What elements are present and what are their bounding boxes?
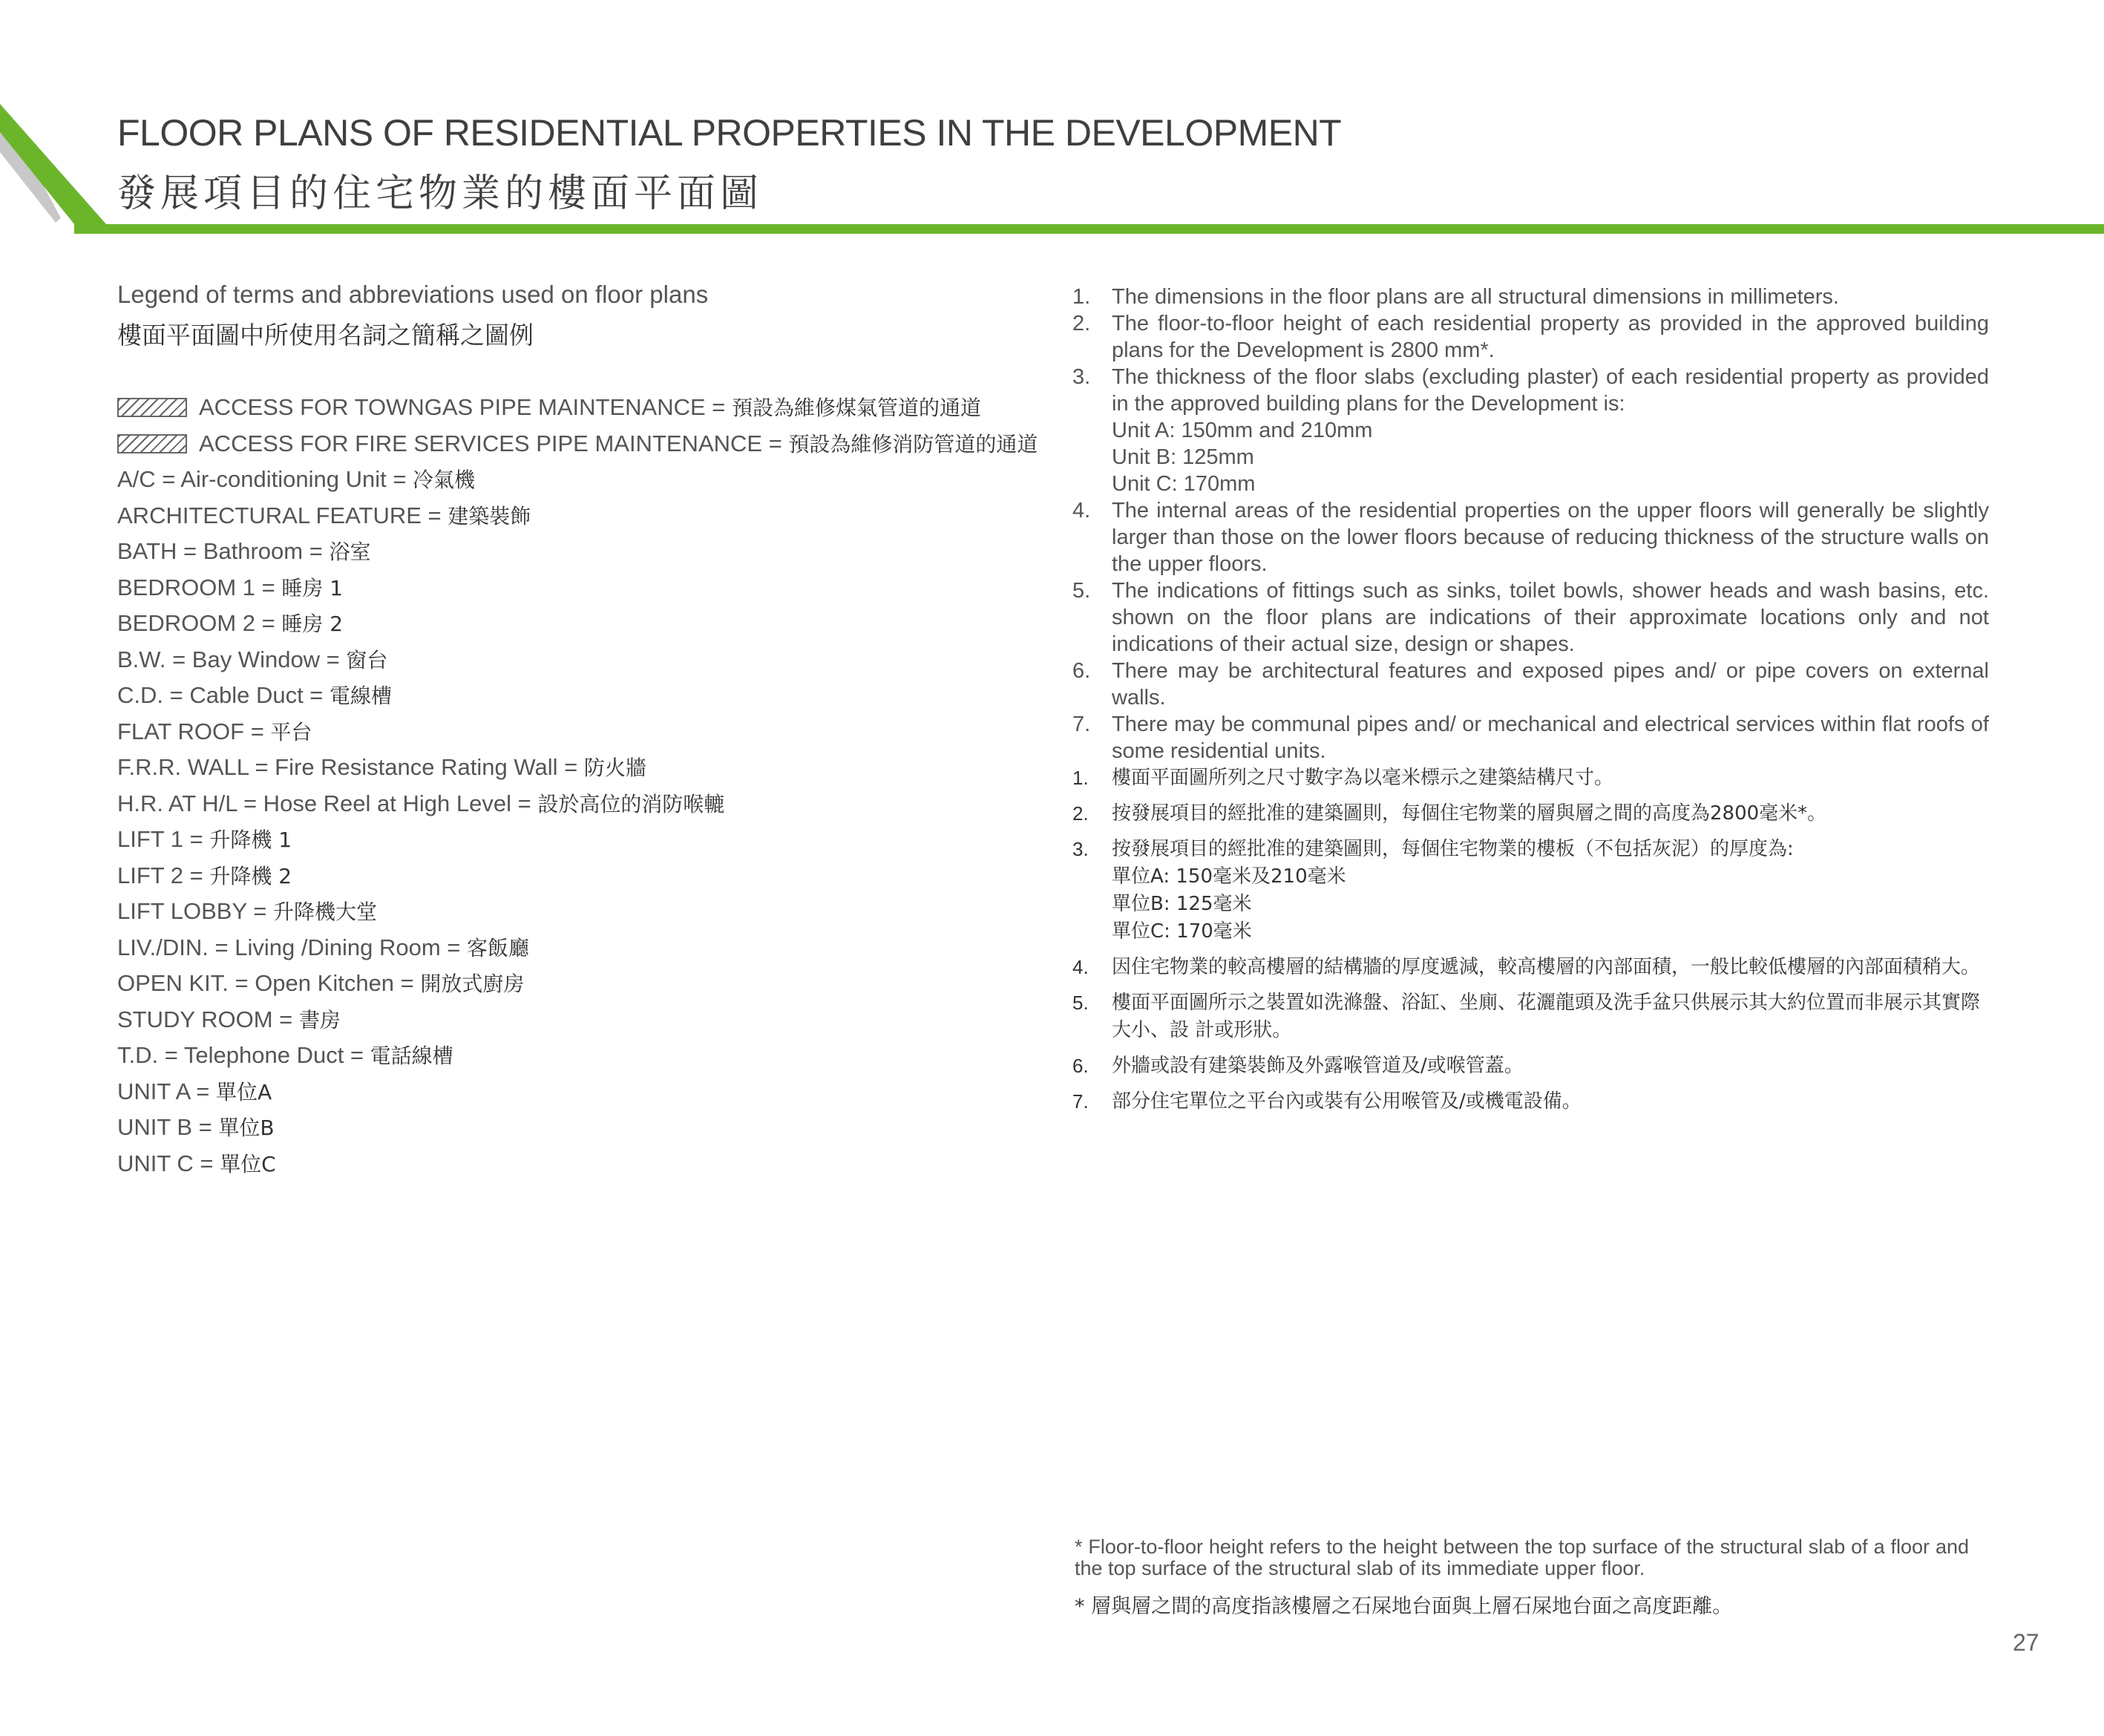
legend-item: UNIT A = 單位A bbox=[117, 1078, 272, 1104]
page-number: 27 bbox=[2013, 1629, 2039, 1656]
note-zh: 5. 樓面平面圖所示之裝置如洗滌盤、浴缸、坐廁、花灑龍頭及洗手盆只供展示其大約位置而非展示其實際大小、設 計或形狀。 bbox=[1072, 992, 1981, 1041]
note-en: 5. The indications of fittings such as sinks, toilet bowls, shower heads and wash basins, etc. shown on the floor plans are indications of their approximate locations only and not indications of their actual size, design or shapes. bbox=[1072, 579, 1989, 656]
legend-item: LIFT LOBBY = 升降機大堂 bbox=[117, 898, 377, 924]
note-en: 7. There may be communal pipes and/ or mechanical and electrical services within flat roofs of some residential units. bbox=[1072, 713, 1989, 763]
note-zh: 1. 樓面平面圖所列之尺寸數字為以毫米標示之建築結構尺寸。 bbox=[1072, 767, 1614, 789]
legend-heading-zh: 樓面平面圖中所使用名詞之簡稱之圖例 bbox=[117, 321, 534, 350]
note-en-sub: Unit B: 125mm bbox=[1112, 445, 1254, 469]
legend-item: FLAT ROOF = 平台 bbox=[117, 718, 312, 744]
legend-item: T.D. = Telephone Duct = 電話線槽 bbox=[117, 1042, 453, 1068]
legend-item: LIFT 2 = 升降機 2 bbox=[117, 862, 292, 888]
note-en-sub: Unit C: 170mm bbox=[1112, 472, 1256, 496]
note-zh-sub: 單位C: 170毫米 bbox=[1112, 920, 1252, 943]
legend-item: B.W. = Bay Window = 窗台 bbox=[117, 646, 388, 672]
legend-item: ACCESS FOR TOWNGAS PIPE MAINTENANCE = 預設為維修煤氣管道的通道 bbox=[117, 390, 1045, 426]
note-en: 3. The thickness of the floor slabs (excluding plaster) of each residential property as provided in the approved building plans for the Development is: Unit A: 150mm and 210mm Unit B: 125mm Unit C: 170mm bbox=[1072, 365, 1989, 496]
note-zh-sub: 單位A: 150毫米及210毫米 bbox=[1112, 865, 1346, 888]
note-en: 2. The floor-to-floor height of each residential property as provided in the approved building plans for the Development is 2800 mm*. bbox=[1072, 312, 1989, 362]
legend-item: C.D. = Cable Duct = 電線槽 bbox=[117, 682, 393, 708]
note-zh: 4. 因住宅物業的較高樓層的結構牆的厚度遞減，較高樓層的內部面積，一般比較低樓層的內部面積稍大。 bbox=[1072, 956, 1981, 978]
legend-heading-en: Legend of terms and abbreviations used on floor plans bbox=[117, 281, 709, 308]
page-title-zh: 發展項目的住宅物業的樓面平面圖 bbox=[117, 171, 764, 216]
notes-zh-list bbox=[1072, 764, 1989, 1124]
hatch-pattern-icon bbox=[117, 434, 187, 453]
note-zh: 2. 按發展項目的經批准的建築圖則，每個住宅物業的層與層之間的高度為2800毫米*。 bbox=[1072, 802, 1827, 825]
note-en: 4. The internal areas of the residential properties on the upper floors will generally be slightly larger than those on the lower floors because of reducing thickness of the structure walls on the upper floors. bbox=[1072, 499, 1989, 576]
footnote bbox=[1075, 1536, 1969, 1619]
legend-item: F.R.R. WALL = Fire Resistance Rating Wall = 防火牆 bbox=[117, 754, 646, 780]
note-zh: 7. 部分住宅單位之平台內或裝有公用喉管及/或機電設備。 bbox=[1072, 1090, 1582, 1113]
legend-item: H.R. AT H/L = Hose Reel at High Level = 設於高位的消防喉轆 bbox=[117, 790, 725, 816]
legend-item: LIV./DIN. = Living /Dining Room = 客飯廳 bbox=[117, 934, 529, 960]
note-en-sub: Unit A: 150mm and 210mm bbox=[1112, 419, 1373, 442]
legend-item: BEDROOM 2 = 睡房 2 bbox=[117, 610, 344, 636]
legend-heading bbox=[117, 281, 1008, 351]
legend-item: ACCESS FOR FIRE SERVICES PIPE MAINTENANCE = 預設為維修消防管道的通道 bbox=[117, 426, 1045, 462]
note-zh-sub: 單位B: 125毫米 bbox=[1112, 893, 1252, 915]
legend-item: A/C = Air-conditioning Unit = 冷氣機 bbox=[117, 466, 476, 492]
header-green-rule bbox=[74, 224, 2104, 234]
note-zh: 6. 外牆或設有建築裝飾及外露喉管道及/或喉管蓋。 bbox=[1072, 1055, 1524, 1077]
note-en: 6. There may be architectural features and exposed pipes and/ or pipe covers on external walls. bbox=[1072, 659, 1989, 710]
note-en: 1. The dimensions in the floor plans are all structural dimensions in millimeters. bbox=[1072, 285, 1839, 309]
notes-en-list bbox=[1072, 284, 1989, 764]
legend-item: UNIT B = 單位B bbox=[117, 1114, 275, 1140]
legend-item: STUDY ROOM = 書房 bbox=[117, 1006, 341, 1032]
legend-item: BEDROOM 1 = 睡房 1 bbox=[117, 574, 344, 600]
page-title-en: FLOOR PLANS OF RESIDENTIAL PROPERTIES IN THE DEVELOPMENT bbox=[117, 112, 1342, 154]
legend-item: UNIT C = 單位C bbox=[117, 1150, 276, 1176]
legend-item: OPEN KIT. = Open Kitchen = 開放式廚房 bbox=[117, 970, 525, 996]
legend-item: LIFT 1 = 升降機 1 bbox=[117, 826, 292, 852]
legend-list bbox=[117, 390, 1045, 1182]
note-zh: 3. 按發展項目的經批准的建築圖則，每個住宅物業的樓板（不包括灰泥）的厚度為: 單位A: 150毫米及210毫米 單位B: 125毫米 單位C: 170毫米 bbox=[1072, 836, 1989, 946]
footnote-en: * Floor-to-floor height refers to the height between the top surface of the structural slab of a floor and the top surface of the structural slab of its immediate upper floor. bbox=[1075, 1536, 1969, 1579]
legend-item: ARCHITECTURAL FEATURE = 建築裝飾 bbox=[117, 502, 531, 528]
hatch-pattern-icon bbox=[117, 398, 187, 417]
footnote-zh: * 層與層之間的高度指該樓層之石屎地台面與上層石屎地台面之高度距離。 bbox=[1075, 1595, 1733, 1618]
legend-item: BATH = Bathroom = 浴室 bbox=[117, 538, 371, 564]
